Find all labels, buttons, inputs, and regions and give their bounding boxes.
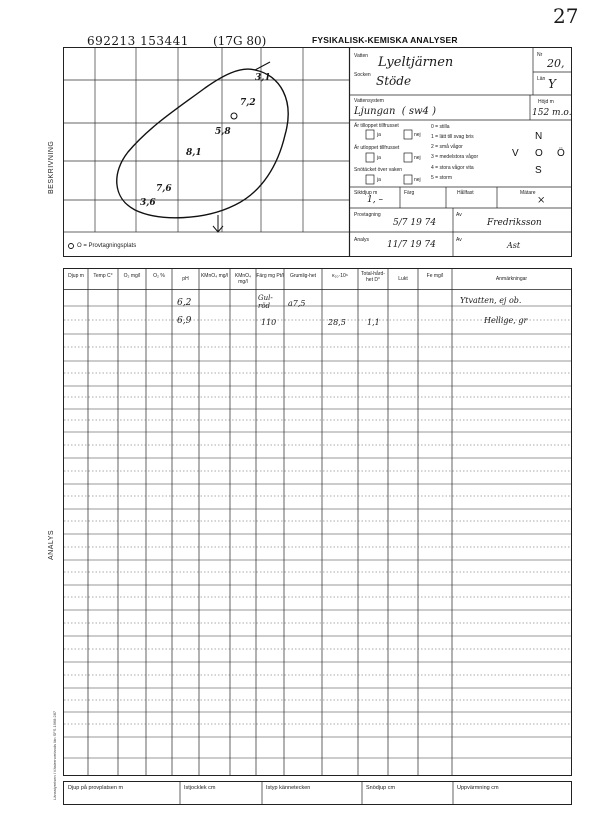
col-header-ph: pH [182,276,189,282]
hojd-value: 152 m.o. [532,108,572,118]
utlopp-nej: nej [414,155,421,161]
col-header-anmarkningar: Anmärkningar [495,276,528,282]
col-header-grumlighet: Grumlig-het [289,273,317,279]
site-codes: 692213 153441 [87,34,189,48]
row1-ph: 6,2 [177,298,192,308]
nr-label: Nr [537,52,543,58]
vattensystem-label: Vattensystem [354,98,384,104]
row1-grum: a7,5 [288,299,306,308]
depth-label-6: 3,6 [140,198,156,208]
row2-hardhet: 1,1 [367,318,380,327]
siktdjup-label: Siktdjup m [354,190,378,196]
vatten-value: Lyeltjärnen [378,55,454,70]
provtagning-value: 5/7 19 74 [393,218,437,228]
page-number: 27 [553,4,579,28]
compass-o2: Ö [557,148,565,159]
row2-kappa: 28,5 [328,318,346,327]
compass-v: V [512,148,519,159]
margin-print: Länsstyrelsen i Västernorrlands län SFS 1968:287 [52,710,57,800]
row1-remark: Ytvatten, ej ob. [460,296,522,305]
col-header-kmno4-b: KMnO₄ mg/l [234,273,252,285]
provtagning-av-value: Fredriksson [487,218,542,228]
siktdjup-value: 1, – [367,195,383,205]
analys-av-label: Av [456,237,462,243]
tillopp-ja: ja [377,132,381,138]
matare-label: Mätare [520,190,536,196]
depth-label-2: 7,2 [240,98,256,108]
hallfast-label: Hållfast [457,190,474,196]
utlopp-ja: ja [377,155,381,161]
depth-label-3: 5,8 [215,127,231,137]
wind-scale-2: 2 = små vågor [431,144,463,150]
analys-side-label: ANALYS [48,529,55,560]
matare-value: × [537,195,546,206]
tillopp-nej: nej [414,132,421,138]
col-header-hardhet: Total-hård-het D° [361,271,385,283]
beskrivning-label: BESKRIVNING [48,140,55,194]
col-header-fe: Fe mg/l [426,273,444,279]
footer-istjocklek: Istjocklek cm [184,785,216,791]
compass-s: S [535,165,542,176]
utlopp-label: Är utloppet tillfrusset [354,145,400,151]
depth-label-1: 3,1 [255,73,271,83]
wind-scale-4: 4 = stora vågor vita [431,165,474,171]
snotacke-label: Snötäcket över vaken [354,167,403,173]
site-code-paren: (17G 80) [213,34,267,48]
vatten-label: Vatten [354,53,369,59]
snotacke-nej: nej [414,177,421,183]
wind-scale-3: 3 = medelstora vågor [431,154,479,160]
col-header-temp: Temp C° [93,273,113,279]
hojd-label: Höjd m [538,99,554,105]
provtagning-av-label: Av [456,212,462,218]
analys-label: Analys [354,237,370,243]
wind-scale-1: 1 = lätt till svag bris [431,134,474,140]
footer-istyp: Istyp kännetecken [266,785,311,791]
tillopp-label: Är tilloppet tillfrusset [354,123,399,129]
row2-farg: 110 [261,318,277,327]
farg-label: Färg [404,190,415,196]
wind-scale-0: 0 = stilla [431,124,450,130]
wind-scale-5: 5 = storm [431,175,452,181]
col-header-lukt: Lukt [398,276,408,282]
depth-label-4: 8,1 [186,148,202,158]
footer-djup: Djup på provplatsen m [68,785,124,791]
col-header-djup: Djup m [68,273,84,279]
socken-value: Stöde [376,74,412,88]
snotacke-ja: ja [377,177,381,183]
row2-remark: Hellige, gr [484,316,528,325]
form-title: FYSIKALISK-KEMISKA ANALYSER [312,35,458,45]
provtagning-label: Provtagning [354,212,381,218]
analys-value: 11/7 19 74 [387,240,436,250]
row2-ph: 6,9 [177,316,192,326]
map-legend: O = Provtagningsplats [77,243,137,249]
nr-value: 20, [547,57,565,70]
footer-uppvarmning: Uppvärmning cm [457,785,499,791]
compass-o: O [535,148,543,159]
col-header-kappa: κ₂₀·10⁶ [332,273,348,279]
lan-label: Län [537,76,546,82]
col-header-o2-pct: O₂ % [153,273,165,279]
analys-av-value: Ast [507,241,521,250]
col-header-o2-mg: O₂ mg/l [123,273,141,279]
compass-n: N [535,131,543,142]
col-header-farg: Färg mg Pt/l [256,273,284,279]
row1-farg: Gul-röd [258,294,273,310]
socken-label: Socken [354,72,371,78]
lan-value: Y [548,77,556,91]
col-header-kmno4-a: KMnO₄ mg/l [200,273,229,279]
vattensystem-value: Ljungan ( sw4 ) [354,106,436,117]
depth-label-5: 7,6 [156,184,172,194]
footer-snodjup: Snödjup cm [366,785,396,791]
